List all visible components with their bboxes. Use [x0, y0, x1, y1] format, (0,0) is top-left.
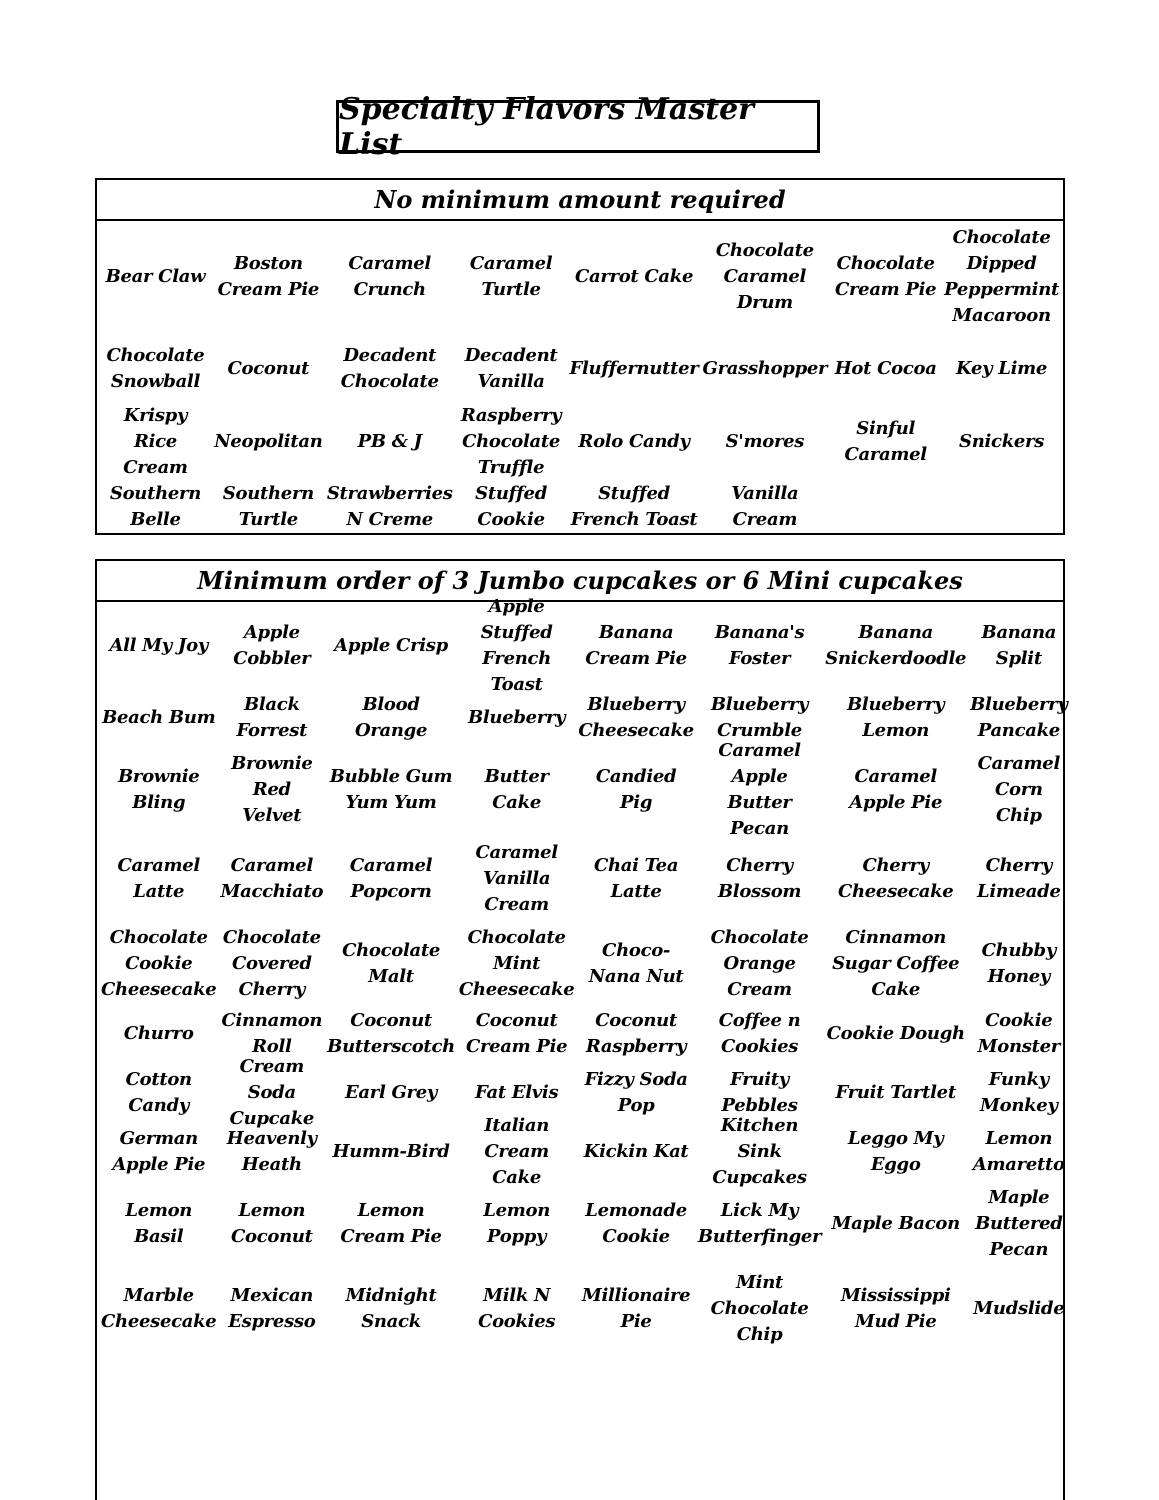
flavor-item: Blueberry [467, 706, 566, 728]
flavor-item: Brownie Bling [117, 765, 200, 813]
flavor-item: Decadent Vanilla [464, 345, 558, 392]
flavor-item: German Apple Pie [112, 1128, 206, 1175]
flavor-grid [97, 596, 1068, 1351]
flavor-item: Stuffed Cookie [475, 483, 547, 530]
flavor-item: Cookie Dough [826, 1023, 965, 1044]
flavor-item: Stuffed French Toast [570, 483, 698, 530]
flavor-item: Coconut Cream Pie [465, 1010, 568, 1057]
flavor-item: Mississippi Mud Pie [840, 1285, 951, 1332]
flavor-item: Cherry Cheesecake [837, 854, 954, 902]
flavor-item: Mint Chocolate Chip [710, 1272, 809, 1345]
section-header: No minimum amount required [97, 180, 1063, 221]
flavor-item: Southern Belle [109, 483, 202, 530]
flavor-item: Banana's Foster [714, 622, 805, 669]
flavor-item: Snickers [959, 431, 1045, 452]
page-title: Specialty Flavors Master List [336, 100, 820, 153]
flavor-item: Boston Cream Pie [217, 253, 320, 300]
flavor-item: Choco-Nana Nut [588, 940, 684, 987]
flavor-item: Lemon Amaretto [972, 1128, 1065, 1175]
flavor-item: Apple Crisp [334, 635, 448, 656]
flavor-item: Chocolate Malt [342, 940, 441, 987]
flavor-item: Kickin Kat [583, 1141, 689, 1162]
flavor-item: Mexican Espresso [228, 1285, 316, 1332]
section-header: Minimum order of 3 Jumbo cupcakes or 6 Mini cupcakes [97, 561, 1063, 602]
flavor-item: Banana Split [981, 622, 1057, 669]
flavor-item: Hot Cocoa [834, 358, 937, 379]
no-minimum-section [95, 178, 1065, 535]
flavor-item: Fizzy Soda Pop [584, 1069, 688, 1116]
flavor-item: Sinful Caramel [844, 418, 927, 465]
flavor-item: Mudslide [973, 1298, 1065, 1319]
flavor-item: Chocolate Covered Cherry [222, 927, 321, 1000]
flavor-item: Chocolate Cookie Cheesecake [101, 927, 217, 1000]
flavor-item: Churro [123, 1023, 194, 1044]
flavor-grid [97, 221, 1063, 535]
minimum-order-section [95, 559, 1068, 1500]
flavor-item: Caramel Macchiato [220, 854, 324, 902]
flavor-item: Decadent Chocolate [340, 345, 439, 392]
flavor-item: Lemon Poppy [483, 1200, 550, 1247]
flavor-item: Earl Grey [345, 1082, 438, 1103]
flavor-item: Millionaire Pie [581, 1285, 691, 1332]
flavor-item: All My Joy [109, 635, 208, 656]
flavor-item: Chocolate Dipped Peppermint Macaroon [944, 227, 1060, 326]
flavor-item: Beach Bum [102, 706, 216, 728]
flavor-item: Coconut Butterscotch [327, 1010, 455, 1057]
flavor-item: Maple Buttered Pecan [975, 1187, 1063, 1260]
flavor-item: Apple Cobbler [233, 622, 311, 669]
flavor-item: Southern Turtle [222, 483, 314, 530]
flavor-item: Black Forrest [236, 693, 308, 741]
flavor-item: Raspberry Chocolate Truffle [460, 405, 562, 478]
flavor-item: Coconut Raspberry [585, 1010, 687, 1057]
flavor-item: Caramel Popcorn [349, 854, 433, 902]
flavor-item: Cherry Blossom [717, 854, 802, 902]
flavor-item: Humm-Bird [332, 1141, 450, 1162]
flavor-item: Chocolate Mint Cheesecake [458, 927, 575, 1000]
flavor-item: Fruity Pebbles [721, 1069, 798, 1116]
flavor-item: Midnight Snack [345, 1285, 437, 1332]
flavor-item: Lemon Coconut [230, 1200, 313, 1247]
flavor-item: Banana Snickerdoodle [825, 622, 967, 669]
flavor-item: Blood Orange [354, 693, 428, 741]
flavor-item: Bear Claw [105, 266, 206, 287]
flavor-item: Chai Tea Latte [593, 854, 679, 902]
flavor-item: Banana Cream Pie [585, 622, 687, 669]
flavor-item: Grasshopper [702, 358, 828, 379]
flavor-item: Lemon Cream Pie [340, 1200, 442, 1247]
flavor-item: Caramel Crunch [348, 253, 431, 300]
flavor-item: Fat Elvis [474, 1082, 559, 1103]
flavor-item: Blueberry Crumble [710, 693, 809, 741]
flavor-item: Fluffernutter [569, 358, 699, 379]
flavor-item: Kitchen Sink Cupcakes [712, 1115, 807, 1188]
flavor-item: Butter Cake [484, 765, 549, 813]
flavor-item: Chubby Honey [981, 940, 1056, 987]
flavor-item: Caramel Turtle [469, 253, 553, 300]
flavor-item: Brownie Red Velvet [231, 752, 313, 826]
flavor-item: Chocolate Cream Pie [834, 253, 937, 300]
flavor-item: Fruit Tartlet [835, 1082, 956, 1103]
flavor-item: Heavenly Heath [226, 1128, 317, 1175]
flavor-item: Blueberry Cheesecake [578, 693, 694, 741]
flavor-item: Krispy Rice Cream [123, 405, 188, 478]
flavor-item: Funky Monkey [980, 1069, 1058, 1116]
flavor-item: Caramel Apple Pie [849, 765, 943, 813]
flavor-item: Cream Soda Cupcake [229, 1056, 315, 1129]
flavor-item: Strawberries N Creme [326, 483, 453, 530]
flavor-item: Marble Cheesecake [101, 1285, 217, 1332]
flavor-item: PB & J [357, 431, 422, 452]
flavor-item: Lemon Basil [125, 1200, 193, 1247]
flavor-item: Neopolitan [214, 431, 323, 452]
flavor-item: Coconut [227, 358, 310, 379]
flavor-item: Key Lime [956, 358, 1048, 379]
flavor-item: Leggo My Eggo [847, 1128, 944, 1175]
flavor-item: Milk N Cookies [478, 1285, 556, 1332]
flavor-item: Carrot Cake [574, 266, 694, 287]
flavor-item: Vanilla Cream [731, 483, 799, 530]
flavor-item: Caramel Apple Butter Pecan [718, 739, 801, 839]
flavor-item: Rolo Candy [578, 431, 690, 452]
flavor-item: S'mores [725, 431, 805, 452]
flavor-item: Cotton Candy [125, 1069, 192, 1116]
flavor-item: Blueberry Pancake [970, 693, 1068, 741]
flavor-item: Lick My Butterfinger [697, 1200, 822, 1247]
flavor-item: Lemonade Cookie [585, 1200, 687, 1247]
flavor-item: Caramel Corn Chip [977, 752, 1060, 826]
flavor-item: Chocolate Snowball [106, 345, 205, 392]
flavor-item: Apple Stuffed French Toast [480, 596, 553, 695]
flavor-item: Caramel Vanilla Cream [475, 841, 558, 915]
flavor-item: Bubble Gum Yum Yum [329, 765, 453, 813]
flavor-item: Cherry Limeade [977, 854, 1061, 902]
flavor-item: Caramel Latte [117, 854, 200, 902]
flavor-item: Blueberry Lemon [847, 693, 945, 741]
flavor-item: Chocolate Orange Cream [710, 927, 809, 1000]
flavor-item: Cinnamon Roll [221, 1010, 323, 1057]
flavor-item: Cookie Monster [977, 1010, 1060, 1057]
flavor-item: Italian Cream Cake [484, 1115, 549, 1188]
flavor-item: Coffee n Cookies [718, 1010, 801, 1057]
flavor-item: Chocolate Caramel Drum [715, 240, 814, 313]
flavor-item: Maple Bacon [831, 1213, 960, 1234]
flavor-item: Candied Pig [595, 765, 677, 813]
flavor-item: Cinnamon Sugar Coffee Cake [832, 927, 960, 1000]
